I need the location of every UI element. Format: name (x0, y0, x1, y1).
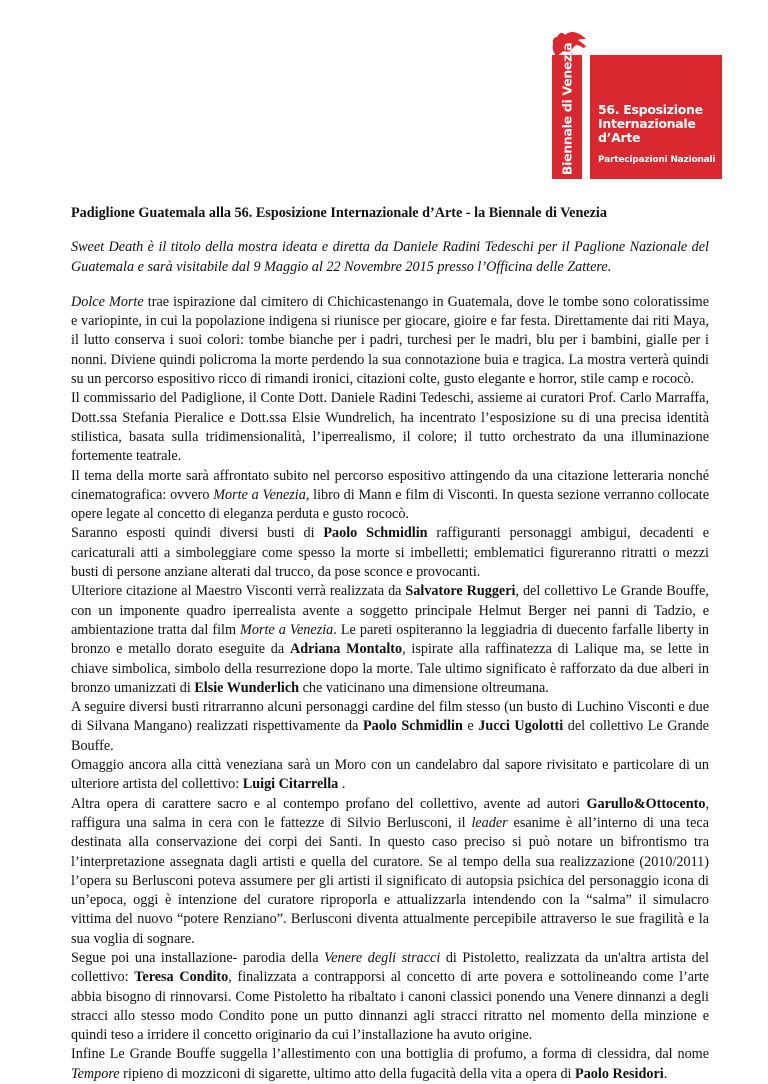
body-paragraph (71, 698, 709, 756)
body-paragraph (71, 756, 709, 795)
text-run: A seguire diversi busti ritrarranno alcuni personaggi cardine del film stesso (un busto di Luchino Visconti e due di Silvana Mangano) realizzati rispettivamente da (71, 699, 709, 735)
text-run: che vaticinano una dimensione oltreumana. (299, 679, 549, 696)
logo-title-line2: Internazionale (598, 116, 696, 131)
text-run: del collettivo Le Grande Bouffe. (71, 718, 709, 754)
emphasized-title: Morte a Venezia (213, 486, 306, 503)
text-run: Ulteriore citazione al Maestro Visconti verrà realizzata da (71, 583, 406, 600)
text-run: Omaggio ancora alla città veneziana sarà un Moro con un candelabro dal sapore rivisitato e particolare di un ulteriore artista del collettivo: (71, 757, 709, 793)
text-run: . Le pareti ospiteranno la leggiadria di duecento farfalle liberty in bronzo e metallo dorato eseguite da (71, 621, 709, 658)
text-run: esanime è all’interno di una teca destinata alla conservazione dei corpi dei Santi. In questo caso preciso si può notare un bifrontismo tra l’interpretazione assegnata dagli artisti e quella del curatore. Se al tempo della sua realizzazione (2010/2011) l’opera su Berlusconi poteva assumere per gli artisti il significato di autopsia psichica del personaggio icona di un’epoca, oggi è intenzione del curatore riproporla e attualizzarla intendendo con la “salma” il simulacro vittima del nuovo “potere Renziano”. Berlusconi diventa attualmente percepibile attraverso le sue fragilità e la sua voglia di sognare. (71, 814, 710, 947)
emphasized-title: Tempore (71, 1065, 120, 1082)
text-run: . (663, 1065, 668, 1082)
text-run: . (338, 776, 346, 793)
document-title: Padiglione Guatemala alla 56. Esposizione Internazionale d’Arte - la Biennale di Venezia (71, 205, 607, 221)
body-paragraph (71, 467, 709, 525)
artist-name: Paolo Schmidlin (323, 525, 428, 542)
logo-box (590, 55, 722, 179)
text-run: e (462, 718, 479, 735)
body-paragraph (71, 582, 709, 698)
text-run: , ispirate alla raffinatezza di Lalique ma, se lette in chiave simbolica, simbolo della resurrezione dopo la morte. Tale ultimo significato è rafforzato da due alberi in bronzo umanizzati di (71, 641, 709, 696)
logo-vertical-text: la Biennale di Venezia (559, 42, 575, 192)
artist-name: Jucci Ugolotti (478, 718, 564, 735)
text-run: ripieno di mozziconi di sigarette, ultimo atto della fugacità della vita a opera di (119, 1065, 576, 1082)
emphasized-title: Dolce Morte (71, 293, 144, 310)
logo-title-line3: d’Arte (598, 130, 641, 145)
artist-name: Garullo&Ottocento (586, 795, 706, 812)
artist-name: Luigi Citarrella (242, 776, 339, 793)
text-run: raffiguranti personaggi ambigui, decadenti e caricaturali atti a simboleggiare come spesso la morte si imbelletti; emblematici figureranno ritratti o mezzi busti di persone anziane alterati dal trucco, da pose sconce e provocanti. (71, 525, 709, 581)
body-paragraph (71, 795, 709, 949)
text-run: , del collettivo Le Grande Bouffe, con un imponente quadro iperrealista avente a soggetto principale Helmut Berger nei panni di Tadzio, e ambientazione tratta dal film (71, 583, 709, 638)
artist-name: Paolo Schmidlin (362, 718, 463, 735)
artist-name: Adriana Montalto (289, 641, 403, 658)
text-run: Altra opera di carattere sacro e al contempo profano del collettivo, avente ad autori (71, 795, 587, 812)
text-run: trae ispirazione dal cimitero di Chichicastenango in Guatemala, dove le tombe sono coloratissime e variopinte, in cui la popolazione indigena si riunisce per giocare, gioire e far festa. Direttamente dai riti Maya, il lutto conserva i suoi colori: tombe bianche per i padri, turchesi per le madri, blu per i bambini, gialle per i nonni. Diviene quindi policroma la morte perdendo la sua connotazione buia e tragica. La mostra verterà quindi su un percorso espositivo ricco di rimandi ironici, citazioni colte, gusto elegante e horror, stile camp e rococò. (71, 293, 709, 388)
text-run: , finalizzata a contrapporsi al concetto di arte povera e sottolineando come l’arte abbia bisogno di rinnovarsi. Come Pistoletto ha ribaltato i canoni classici ponendo una Venere dinnanzi a degli stracci allo stesso modo Condito pone un putto dinnanzi agli stracci ritratto nel momento della minzione e quindi teso a irridere il concetto originario da cui l’installazione ha avuto origine. (71, 969, 710, 1044)
document-body (71, 204, 709, 1084)
logo-vertical-bar (552, 42, 582, 192)
text-run: Il tema della morte sarà affrontato subito nel percorso espositivo attingendo da una citazione letteraria nonché cinematografica: ovvero (71, 467, 709, 503)
text-run: Saranno esposti quindi diversi busti di (71, 525, 324, 542)
biennale-logo (550, 30, 722, 192)
text-run: Il commissario del Padiglione, il Conte Dott. Daniele Radini Tedeschi, assieme ai curatori Prof. Carlo Marraffa, Dott.ssa Stefania Pieralice e Dott.ssa Elsie Wundrelich, ha incentrato l’esposizione su di una precisa identità stilistica, basata sulla tridimensionalità, l’iperrealismo, il colore; il tutto orchestrato da una illuminazione fortemente teatrale. (71, 390, 709, 465)
artist-name: Elsie Wunderlich (194, 679, 300, 696)
text-run: di Pistoletto, realizzata da un'altra artista del collettivo: (71, 949, 709, 986)
text-run: Segue poi una installazione- parodia della (71, 949, 325, 966)
artist-name: Salvatore Ruggeri (405, 583, 516, 600)
body-paragraph (71, 293, 709, 389)
text-run: , raffigura una salma in cera con le fattezze di Silvio Berlusconi, il (71, 795, 709, 831)
body-paragraph (71, 389, 709, 466)
emphasized-title: leader (471, 814, 508, 831)
lead-paragraph: Sweet Death è il titolo della mostra ideata e diretta da Daniele Radini Tedeschi per il Paglione Nazionale del Guatemala e sarà visitabile dal 9 Maggio al 22 Novembre 2015 presso l’Officina delle Zattere. (71, 239, 709, 275)
body-paragraph (71, 524, 709, 582)
body-paragraph (71, 949, 709, 1045)
text-run: Infine Le Grande Bouffe suggella l’allestimento con una bottiglia di profumo, a forma di clessidra, dal nome (71, 1046, 709, 1063)
body-paragraph (71, 1045, 709, 1084)
artist-name: Paolo Residori (575, 1065, 664, 1082)
emphasized-title: Venere degli stracci (324, 949, 441, 966)
paragraphs (71, 293, 709, 1084)
logo-title (598, 103, 703, 145)
logo-title-line1: 56. Esposizione (598, 102, 703, 117)
logo-subtitle: Partecipazioni Nazionali (598, 155, 716, 165)
text-run: , libro di Mann e film di Visconti. In questa sezione verranno collocate opere legate al concetto di eleganza perduta e gusto rococò. (71, 486, 709, 523)
artist-name: Teresa Condito (134, 969, 229, 986)
emphasized-title: Morte a Venezia (240, 621, 334, 638)
